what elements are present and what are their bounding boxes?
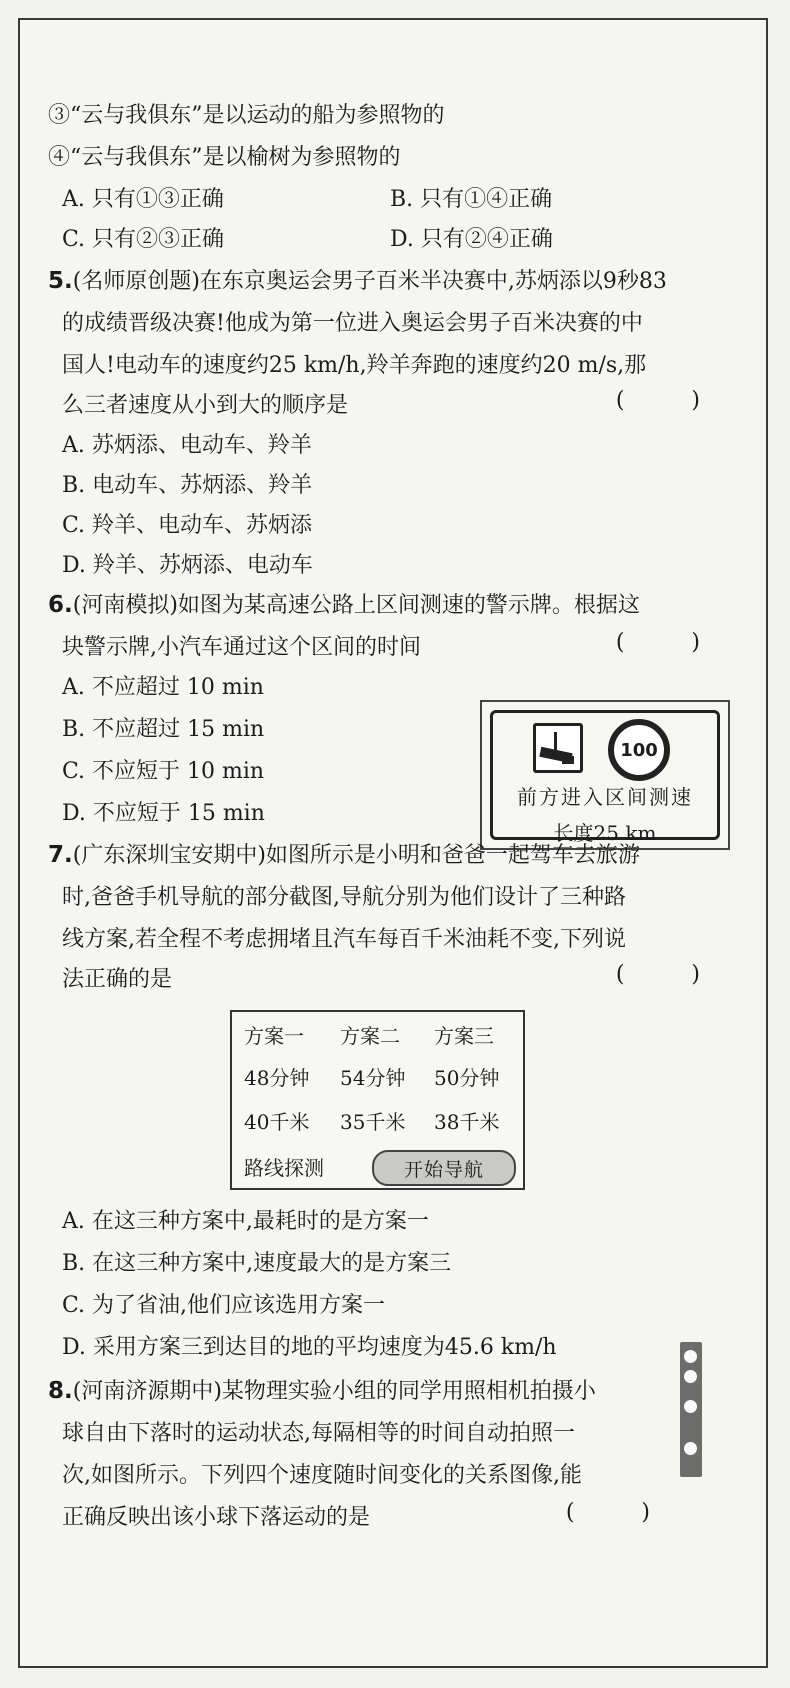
q7-option-d: D. 采用方案三到达目的地的平均速度为45.6 km/h	[62, 1335, 557, 1360]
q8-stem-2: 球自由下落时的运动状态,每隔相等的时间自动拍照一	[62, 1421, 575, 1446]
ball-position-3	[684, 1400, 697, 1413]
q5-stem-4: 么三者速度从小到大的顺序是	[62, 393, 349, 418]
q6-number: 6.	[48, 592, 73, 618]
q4-statement-4: ④“云与我俱东”是以榆树为参照物的	[48, 145, 401, 170]
q8-stem-3: 次,如图所示。下列四个速度随时间变化的关系图像,能	[62, 1463, 582, 1488]
q5-stem-2: 的成绩晋级决赛!他成为第一位进入奥运会男子百米决赛的中	[62, 311, 643, 336]
falling-ball-photo-strip	[680, 1342, 702, 1477]
q5-answer-paren: ( )	[615, 388, 730, 413]
route-explore-label: 路线探测	[244, 1156, 324, 1180]
speed-limit-circle: 100	[608, 719, 670, 781]
q8-answer-paren: ( )	[565, 1500, 680, 1525]
ball-position-4	[684, 1442, 697, 1455]
q7-line-1	[48, 838, 640, 869]
q4-statement-3: ③“云与我俱东”是以运动的船为参照物的	[48, 103, 445, 128]
navigation-screenshot	[230, 1010, 525, 1190]
plan-3-distance: 38千米	[434, 1110, 500, 1134]
q5-option-b: B. 电动车、苏炳添、羚羊	[62, 473, 313, 498]
speed-check-sign	[480, 700, 730, 850]
q7-option-c: C. 为了省油,他们应该选用方案一	[62, 1293, 386, 1318]
q7-stem-2: 时,爸爸手机导航的部分截图,导航分别为他们设计了三种路	[62, 885, 626, 910]
q8-stem-1: (河南济源期中)某物理实验小组的同学用照相机拍摄小	[72, 1379, 596, 1404]
q7-option-b: B. 在这三种方案中,速度最大的是方案三	[62, 1251, 452, 1276]
q5-line-1	[48, 264, 667, 295]
plan-3-time: 50分钟	[434, 1066, 500, 1090]
q6-option-c: C. 不应短于 10 min	[62, 759, 265, 784]
plan-2-header: 方案二	[340, 1024, 400, 1048]
plan-1-time: 48分钟	[244, 1066, 310, 1090]
q7-number: 7.	[48, 842, 73, 868]
q6-answer-paren: ( )	[615, 630, 730, 655]
q6-option-d: D. 不应短于 15 min	[62, 801, 265, 826]
plan-1-distance: 40千米	[244, 1110, 310, 1134]
q5-option-c: C. 羚羊、电动车、苏炳添	[62, 513, 313, 538]
q7-option-a: A. 在这三种方案中,最耗时的是方案一	[62, 1209, 429, 1234]
q6-line-1	[48, 588, 640, 619]
sign-inner-border	[490, 710, 720, 845]
q7-answer-paren: ( )	[615, 962, 730, 987]
q5-stem-3: 国人!电动车的速度约25 km/h,羚羊奔跑的速度约20 m/s,那	[62, 353, 647, 378]
q5-number: 5.	[48, 268, 73, 294]
plan-1-header: 方案一	[244, 1024, 304, 1048]
q7-stem-3: 线方案,若全程不考虑拥堵且汽车每百千米油耗不变,下列说	[62, 927, 626, 952]
sign-text-zone: 前方进入区间测速	[517, 785, 693, 809]
ball-position-2	[684, 1370, 697, 1383]
sign-text-length: 长度25 km	[553, 821, 657, 845]
q4-option-d: D. 只有②④正确	[390, 227, 553, 252]
ball-position-1	[684, 1350, 697, 1363]
q6-stem-2: 块警示牌,小汽车通过这个区间的时间	[62, 635, 421, 660]
q6-option-a: A. 不应超过 10 min	[62, 675, 264, 700]
q4-option-b: B. 只有①④正确	[390, 187, 553, 212]
q6-stem-1: (河南模拟)如图为某高速公路上区间测速的警示牌。根据这	[72, 593, 640, 618]
start-navigation-button[interactable]: 开始导航	[372, 1150, 516, 1186]
plan-2-time: 54分钟	[340, 1066, 406, 1090]
q5-option-d: D. 羚羊、苏炳添、电动车	[62, 553, 313, 578]
plan-3-header: 方案三	[434, 1024, 494, 1048]
q8-line-1	[48, 1374, 596, 1405]
q8-stem-4: 正确反映出该小球下落运动的是	[62, 1505, 371, 1530]
q7-stem-4: 法正确的是	[62, 967, 173, 992]
q4-option-c: C. 只有②③正确	[62, 227, 225, 252]
camera-icon	[533, 723, 583, 773]
q6-option-b: B. 不应超过 15 min	[62, 717, 265, 742]
q4-option-a: A. 只有①③正确	[62, 187, 224, 212]
q5-stem-1: (名师原创题)在东京奥运会男子百米半决赛中,苏炳添以9秒83	[72, 269, 667, 294]
plan-2-distance: 35千米	[340, 1110, 406, 1134]
q5-option-a: A. 苏炳添、电动车、羚羊	[62, 433, 312, 458]
q8-number: 8.	[48, 1378, 73, 1404]
q7-stem-1: (广东深圳宝安期中)如图所示是小明和爸爸一起驾车去旅游	[72, 843, 640, 868]
